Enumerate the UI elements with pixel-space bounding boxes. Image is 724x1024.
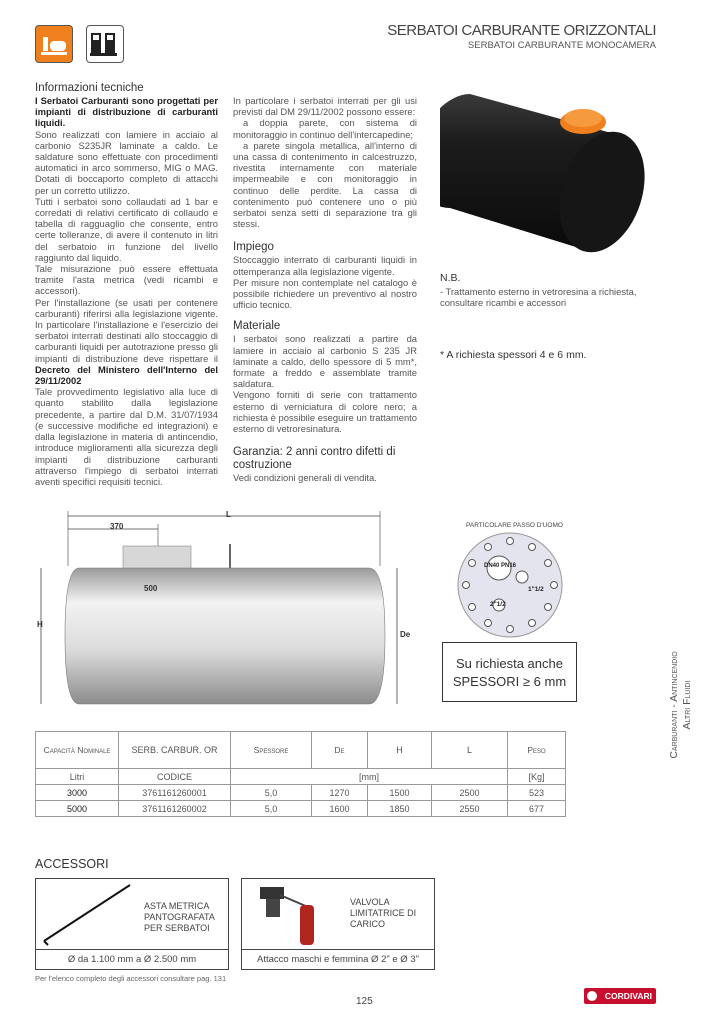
paragraph: Per l'installazione (se usati per contenere carburanti) riferirsi alla legislazione vigente. In particolare l'installazione e l'esercizio dei serbatoi interrati destinati allo stoccaggio di carburanti liquidi per autotrazione presso gli impianti di distribuzione deve rispettare il xyxy=(35,296,218,364)
dim-500-label: 500 xyxy=(144,584,158,593)
paragraph: Vengono forniti di serie con trattamento esterno di verniciatura di colore nero; a richiesta è possibile eseguire un trattamento esterno di vetroresinatura. xyxy=(233,389,417,435)
section-heading: Materiale xyxy=(233,320,281,333)
accessories-title: ACCESSORI xyxy=(35,857,109,871)
nb-title: N.B. xyxy=(440,272,461,284)
text-column-2 xyxy=(233,95,417,483)
paragraph: Vedi condizioni generali di vendita. xyxy=(233,472,377,484)
unit-kg: [Kg] xyxy=(508,769,566,785)
side-category-label xyxy=(668,635,718,775)
page-number: 125 xyxy=(356,996,373,1007)
paragraph: I serbatoi sono realizzati a partire da lamiere in acciaio al carbonio S 235 JR laminate a caldo, dello spessore di 5 mm*, formate a freddo e assemblate tramite saldatura. xyxy=(233,333,417,390)
brand-logo-icon xyxy=(587,991,597,1001)
text-column-1 xyxy=(35,82,218,487)
fuel-pump-icon xyxy=(86,25,124,63)
table-header-row xyxy=(36,732,566,769)
callout-line-2: SPESSORI ≥ 6 mm xyxy=(452,674,567,689)
manhole-port-a-label: 1"1/2 xyxy=(528,586,544,593)
header-de: De xyxy=(312,732,368,769)
table-row: 5000 3761161260002 5,0 1600 1850 2550 677 xyxy=(36,801,566,817)
accessory-card-valve xyxy=(241,878,435,970)
section-heading: Impiego xyxy=(233,241,274,254)
paragraph: Sono realizzati con lamiere in acciaio al carbonio S235JR laminate a caldo. Le saldature sono effettuate con procedimenti automatici in arco sommerso, MIG o MAG. Dotati di boccaporto completo di attacchi per un corretto utilizzo. xyxy=(35,128,218,196)
fuel-tank-icon xyxy=(35,25,73,63)
spec-table xyxy=(35,731,566,817)
tank-drawing xyxy=(35,506,415,706)
paragraph: Tale provvedimento legislativo alla luce di quanto stabilito dalla legislazione precedente, a partire dal D.M. 31/07/1934 (e successive modifiche ed integrazioni) e dalla legislazione in materia di antincendio, introduce miglioramenti alla sicurezza degli impianti di distribuzione carburanti attraverso l'impiego di serbatoi interrati aventi specifici requisiti tecnici. xyxy=(35,386,218,487)
page-title: SERBATOI CARBURANTE ORIZZONTALI xyxy=(387,22,656,39)
manhole-port-b-label: 2"1/2 xyxy=(490,601,506,608)
dim-length-label: L xyxy=(226,510,231,519)
page-subtitle: SERBATOI CARBURANTE MONOCAMERA xyxy=(467,40,656,51)
accessories-footnote: Per l'elenco completo degli accessori consultare pag. 131 xyxy=(35,974,227,983)
side-label-line-2: Altri Fluidi xyxy=(681,680,693,730)
paragraph: Per misure non contemplate nel catalogo è possibile richiedere un preventivo al nostro ufficio tecnico. xyxy=(233,276,417,311)
section-heading: Garanzia: 2 anni contro difetti di costruzione xyxy=(233,446,396,472)
paragraph: a parete singola metallica, all'interno di una cassa di contenimento in calcestruzzo, rivestita internamente con materiale impermeabile e con monitoraggio in continuo delle perdite. La cassa di contenimento può contenere uno o più serbatoi senza setti di separazione tra gli stessi. xyxy=(233,139,417,230)
manhole-diagram xyxy=(455,530,565,640)
decree-reference: Decreto del Ministero dell'Interno del 29/11/2002 xyxy=(35,363,218,387)
intro-text: I Serbatoi Carburanti sono progettati per impianti di distribuzione di carburanti liquidi. xyxy=(35,95,218,129)
thickness-callout xyxy=(442,642,577,702)
valve-icon xyxy=(252,881,342,947)
table-units-row xyxy=(36,769,566,785)
unit-code: CODICE xyxy=(119,769,231,785)
dim-370-label: 370 xyxy=(110,522,124,531)
accessory-card-dipstick xyxy=(35,878,229,970)
unit-capacity: Litri xyxy=(36,769,119,785)
paragraph: Stoccaggio interrato di carburanti liquidi in ottemperanza alla legislazione vigente. xyxy=(233,254,417,277)
header-h: H xyxy=(368,732,432,769)
tank-photo xyxy=(440,82,670,264)
accessory-label: ASTA METRICA PANTOGRAFATA PER SERBATOI xyxy=(144,901,215,933)
section-heading: Informazioni tecniche xyxy=(35,82,144,94)
header-capacity: Capacità Nominale xyxy=(36,732,119,769)
nb-text: - Trattamento esterno in vetroresina a richiesta, consultare ricambi e accessori xyxy=(440,286,637,308)
brand-logo xyxy=(584,988,656,1004)
accessory-label: VALVOLA LIMITATRICE DI CARICO xyxy=(350,897,417,929)
manhole-title: PARTICOLARE PASSO D'UOMO xyxy=(466,522,563,529)
header-code: SERB. CARBUR. OR xyxy=(119,732,231,769)
dim-diameter-label: De xyxy=(400,630,411,639)
dim-height-label: H xyxy=(37,620,43,629)
paragraph: Tutti i serbatoi sono collaudati ad 1 bar e corredati di relativi certificato di collaudo e tabella di ragguaglio che consente, entro certe tolleranze, di avere il contenuto in litri del serbatoio in funzione del livello raggiunto dal liquido. xyxy=(35,195,218,263)
manhole-dn-label: DN40 PN16 xyxy=(484,563,517,569)
brand-name: CORDIVARI xyxy=(604,991,652,1001)
header-thickness: Spessore xyxy=(231,732,312,769)
side-label-line-1: Carburanti - Antincendio xyxy=(668,651,680,759)
paragraph: a doppia parete, con sistema di monitoraggio in continuo dell'intercapedine; xyxy=(233,117,417,140)
unit-mm: [mm] xyxy=(231,769,508,785)
header-l: L xyxy=(432,732,508,769)
header-weight: Peso xyxy=(508,732,566,769)
dipstick-icon xyxy=(38,881,138,947)
accessory-caption: Ø da 1.100 mm a Ø 2.500 mm xyxy=(67,954,197,965)
paragraph: Tale misurazione può essere effettuata tramite l'asta metrica (vedi ricambi e accessori). xyxy=(35,263,218,297)
thickness-note: * A richiesta spessori 4 e 6 mm. xyxy=(440,349,587,361)
accessory-caption: Attacco maschi e femmina Ø 2" e Ø 3" xyxy=(257,954,419,965)
table-row: 3000 3761161260001 5,0 1270 1500 2500 523 xyxy=(36,785,566,801)
paragraph: In particolare i serbatoi interrati per gli usi previsti dal DM 29/11/2002 possono essere: xyxy=(233,95,417,118)
callout-line-1: Su richiesta anche xyxy=(456,656,563,671)
